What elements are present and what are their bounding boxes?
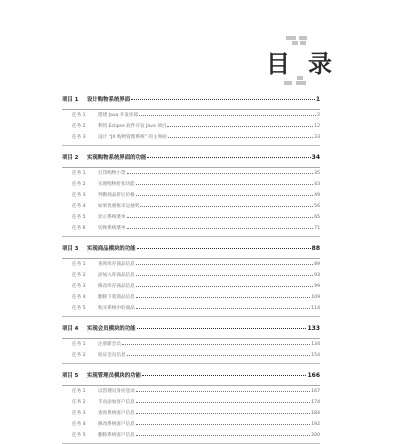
toc-task-entry[interactable]: [62, 339, 320, 350]
task-title: 删除下架商品信息: [98, 295, 135, 300]
leader-dots: [127, 355, 311, 356]
leader-dots: [122, 344, 310, 345]
deco-square: [292, 41, 298, 45]
page-number: 65: [314, 215, 320, 220]
task-number: 任务 1: [72, 113, 86, 118]
toc-project-entry[interactable]: [62, 368, 320, 383]
toc-task-entry[interactable]: [62, 430, 320, 441]
toc-task-entry[interactable]: [62, 212, 320, 223]
page-number: 174: [311, 400, 320, 405]
task-number: 任务 1: [72, 262, 86, 267]
page-number: 166: [307, 372, 320, 379]
task-number: 任务 2: [72, 400, 86, 405]
toc-project-entry[interactable]: [62, 92, 320, 107]
page-number: 12: [314, 124, 320, 129]
leader-dots: [136, 297, 310, 298]
task-title: 查询系统客户信息: [98, 411, 135, 416]
task-title: 显示系统菜单: [98, 215, 126, 220]
toc-project-entry[interactable]: [62, 241, 320, 256]
task-title: 实现购物折扣功能: [98, 182, 135, 187]
task-number: 任务 3: [72, 135, 86, 140]
task-number: 任务 1: [72, 389, 86, 394]
page-number: 33: [314, 135, 320, 140]
task-number: 任务 4: [72, 422, 86, 427]
page-number: 99: [314, 284, 320, 289]
toc-task-entry[interactable]: [62, 168, 320, 179]
page-number: 114: [311, 306, 320, 311]
toc-task-entry[interactable]: [62, 292, 320, 303]
project-number: 项目 3: [62, 246, 79, 252]
toc-task-entry[interactable]: [62, 223, 320, 234]
deco-square: [284, 81, 292, 85]
task-title: 搭建 Java 开发环境: [98, 113, 139, 118]
task-title: 手动添加客户信息: [98, 400, 135, 405]
page-number: 184: [311, 411, 320, 416]
task-title: 修改系统客户信息: [98, 422, 135, 427]
task-title: 切换系统菜单: [98, 226, 126, 231]
project-title: 实现管理员模块的功能: [87, 373, 141, 379]
divider: [62, 145, 320, 146]
page-number: 88: [311, 245, 320, 252]
project-number: 项目 4: [62, 326, 79, 332]
task-number: 任务 4: [72, 295, 86, 300]
task-number: 任务 4: [72, 204, 86, 209]
task-number: 任务 2: [72, 182, 86, 187]
page-number: 133: [307, 325, 320, 332]
deco-square: [296, 81, 306, 85]
page-number: 192: [311, 422, 320, 427]
toc-project-entry[interactable]: [62, 150, 320, 165]
leader-dots: [168, 137, 313, 138]
leader-dots: [136, 435, 310, 436]
deco-square: [299, 36, 307, 40]
project-number: 项目 2: [62, 155, 79, 161]
page-number: 109: [311, 295, 320, 300]
leader-dots: [140, 206, 313, 207]
divider: [62, 363, 320, 364]
task-title: 打印购物小票: [98, 171, 126, 176]
task-number: 任务 3: [72, 284, 86, 289]
toc-task-entry[interactable]: [62, 350, 320, 361]
toc-task-entry[interactable]: [62, 121, 320, 132]
page-number: 134: [311, 342, 320, 347]
page-number: 35: [314, 171, 320, 176]
title-decoration: [0, 0, 400, 90]
task-number: 任务 3: [72, 193, 86, 198]
task-number: 任务 3: [72, 411, 86, 416]
page-number: 2: [317, 113, 320, 118]
toc-task-entry[interactable]: [62, 201, 320, 212]
task-title: 如果优惠框幸运抽奖: [98, 204, 140, 209]
project-title: 实现购物系统界面的功能: [87, 155, 147, 161]
leader-dots: [136, 286, 313, 287]
task-title: 注册新会员: [98, 342, 121, 347]
project-title: 实现会员模块的功能: [87, 326, 136, 332]
leader-dots: [136, 424, 310, 425]
toc-task-entry[interactable]: [62, 259, 320, 270]
toc-task-entry[interactable]: [62, 419, 320, 430]
task-number: 任务 5: [72, 215, 86, 220]
page-number: 154: [311, 353, 320, 358]
project-title: 设计购物系统界面: [87, 97, 131, 103]
toc-task-entry[interactable]: [62, 132, 320, 143]
task-title: 添加入库商品信息: [98, 273, 135, 278]
project-title: 实现商品模块的功能: [87, 246, 136, 252]
leader-dots: [136, 195, 313, 196]
leader-dots: [136, 275, 313, 276]
page-number: 89: [314, 262, 320, 267]
task-title: 购买系统中的商品: [98, 306, 135, 311]
leader-dots: [137, 248, 311, 249]
title-char-2: 录: [308, 50, 332, 78]
leader-dots: [137, 328, 307, 329]
toc-task-entry[interactable]: [62, 179, 320, 190]
task-number: 任务 2: [72, 124, 86, 129]
leader-dots: [127, 173, 314, 174]
task-title: 利用 Eclipse 软件开发 Java 项目: [98, 124, 167, 129]
toc-task-entry[interactable]: [62, 110, 320, 121]
toc-task-entry[interactable]: [62, 190, 320, 201]
project-number: 项目 1: [62, 97, 79, 103]
leader-dots: [167, 126, 313, 127]
task-number: 任务 2: [72, 353, 86, 358]
leader-dots: [136, 402, 310, 403]
task-number: 任务 6: [72, 226, 86, 231]
leader-dots: [136, 308, 310, 309]
task-title: 设计 “JX 购物管理系统” 的主界面: [98, 135, 167, 140]
leader-dots: [131, 99, 315, 100]
task-title: 删除系统客户信息: [98, 433, 135, 438]
page-number: 56: [314, 204, 320, 209]
page-number: 1: [315, 96, 320, 103]
title-char-1: 目: [266, 50, 290, 78]
toc-task-entry[interactable]: [62, 281, 320, 292]
task-title: 验证会员信息: [98, 353, 126, 358]
page-number: 43: [314, 182, 320, 187]
table-of-contents: [62, 92, 320, 444]
deco-square: [300, 41, 306, 45]
leader-dots: [147, 157, 310, 158]
toc-task-entry[interactable]: [62, 408, 320, 419]
page-number: 167: [311, 389, 320, 394]
deco-square: [286, 36, 296, 40]
toc-task-entry[interactable]: [62, 303, 320, 314]
task-number: 任务 1: [72, 171, 86, 176]
page-number: 93: [314, 273, 320, 278]
task-number: 任务 5: [72, 306, 86, 311]
leader-dots: [136, 264, 313, 265]
page-number: 34: [311, 154, 320, 161]
task-number: 任务 1: [72, 342, 86, 347]
toc-task-entry[interactable]: [62, 270, 320, 281]
page-number: 71: [314, 226, 320, 231]
toc-task-entry[interactable]: [62, 386, 320, 397]
task-title: 判断商品折后价格: [98, 193, 135, 198]
task-title: 查询库存商品信息: [98, 262, 135, 267]
leader-dots: [136, 391, 310, 392]
task-number: 任务 2: [72, 273, 86, 278]
task-title: 以管理员身份登录: [98, 389, 135, 394]
task-title: 修改库存商品信息: [98, 284, 135, 289]
toc-project-entry[interactable]: [62, 321, 320, 336]
leader-dots: [136, 184, 313, 185]
project-number: 项目 5: [62, 373, 79, 379]
leader-dots: [127, 228, 314, 229]
divider: [62, 236, 320, 237]
page-number: 49: [314, 193, 320, 198]
divider: [62, 316, 320, 317]
leader-dots: [127, 217, 314, 218]
page-number: 200: [311, 433, 320, 438]
task-number: 任务 5: [72, 433, 86, 438]
page-title: [232, 50, 332, 78]
leader-dots: [139, 115, 316, 116]
toc-task-entry[interactable]: [62, 397, 320, 408]
leader-dots: [142, 375, 307, 376]
leader-dots: [136, 413, 310, 414]
